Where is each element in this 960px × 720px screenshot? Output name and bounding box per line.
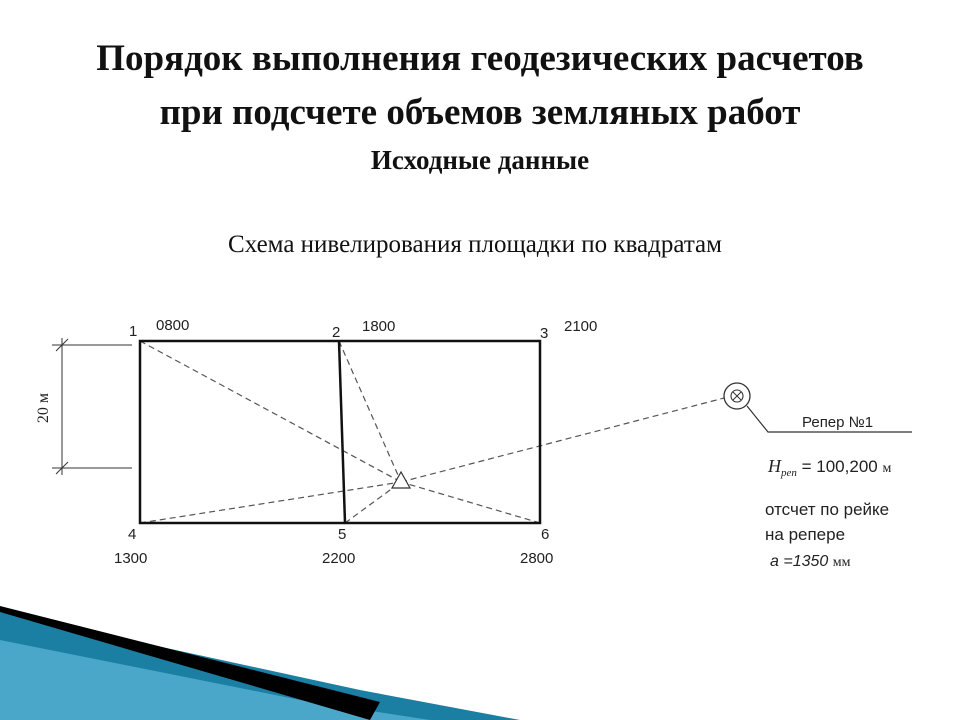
point-number-2: 2	[332, 324, 341, 341]
title-line-1: Порядок выполнения геодезических расчетов	[96, 38, 864, 79]
diagram-caption: Схема нивелирования площадки по квадратам	[228, 231, 722, 258]
sight-lines	[140, 341, 728, 523]
dimension-label: 20 м	[35, 392, 52, 424]
benchmark-a-unit: мм	[832, 555, 851, 570]
benchmark-staff-reading	[770, 553, 850, 571]
point-number-5: 5	[338, 526, 347, 543]
benchmark-elevation	[768, 456, 891, 479]
point-reading-4: 1300	[114, 550, 148, 567]
benchmark-h-subscript: реп	[781, 467, 797, 479]
sight-line-1	[140, 341, 401, 482]
benchmark-note	[765, 497, 945, 547]
point-number-6: 6	[541, 526, 550, 543]
benchmark-a-symbol: a	[770, 553, 779, 570]
sight-line-6	[401, 482, 540, 523]
point-number-3: 3	[540, 325, 549, 342]
dimension-line	[52, 338, 132, 475]
sight-line-2	[339, 341, 401, 482]
benchmark-a-value: =1350	[783, 553, 829, 570]
subtitle: Исходные данные	[370, 145, 590, 175]
site-outline	[140, 341, 540, 523]
point-number-4: 4	[128, 526, 137, 543]
benchmark-name: Репер №1	[802, 414, 874, 431]
point-reading-3: 2100	[564, 318, 598, 335]
benchmark-marker-icon	[724, 383, 750, 409]
point-reading-1: 0800	[156, 317, 190, 334]
point-reading-2: 1800	[362, 318, 396, 335]
benchmark-h-value: = 100,200	[801, 457, 878, 476]
benchmark-h-symbol: H	[768, 456, 781, 476]
decor-swoosh	[0, 606, 520, 720]
benchmark-note-line-2: на репере	[765, 525, 846, 544]
point-reading-5: 2200	[322, 550, 356, 567]
benchmark-note-line-1: отсчет по рейке	[765, 500, 890, 519]
site-divider	[339, 341, 345, 523]
point-number-1: 1	[129, 323, 138, 340]
sight-line-benchmark	[401, 397, 728, 482]
instrument-triangle-icon	[392, 472, 410, 488]
title-line-2: при подсчете объемов земляных работ	[159, 92, 801, 133]
benchmark-h-unit: м	[882, 461, 892, 476]
sight-line-4	[140, 482, 401, 523]
point-reading-6: 2800	[520, 550, 554, 567]
